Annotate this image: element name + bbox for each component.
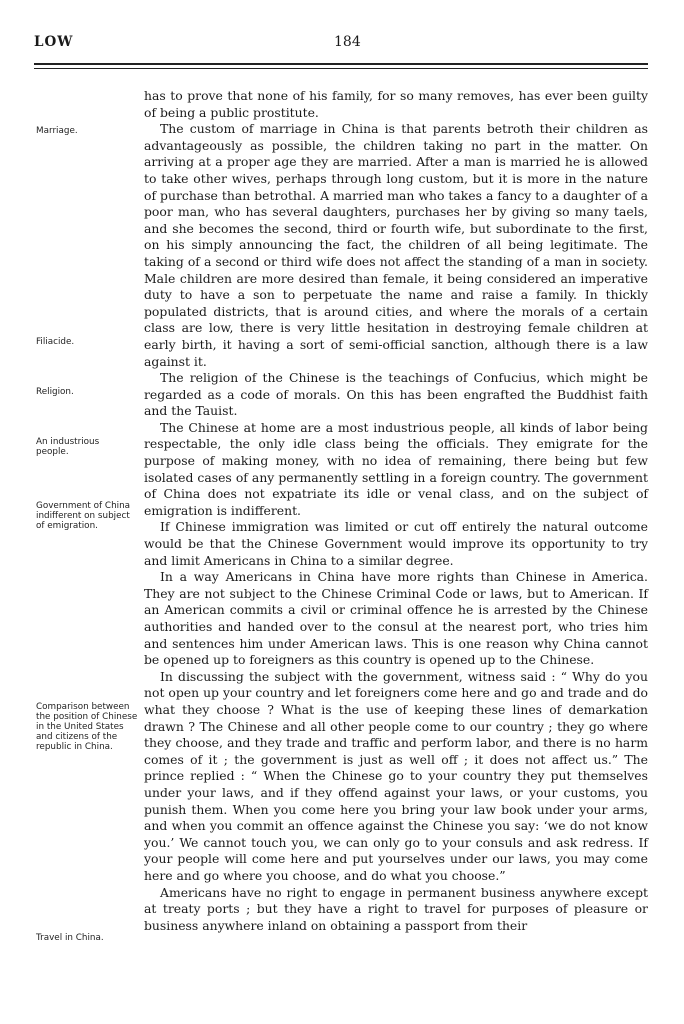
running-head: LOW xyxy=(34,34,74,50)
margin-note-government: Government of China indifferent on subject of emigration. xyxy=(36,501,131,531)
margin-note-comparison: Comparison between the position of Chinese in the United States and citizens of the republic in China. xyxy=(36,702,138,752)
page-number: 184 xyxy=(334,34,361,50)
paragraph-immigration: If Chinese immigration was limited or cut off entirely the natural outcome would be that the Chinese Government would improve its opportunity to try and limit Americans in China to a similar degree. xyxy=(144,519,648,568)
page-header xyxy=(34,34,650,54)
paragraph-religion: The religion of the Chinese is the teachings of Confucius, which might be regarded as a code of morals. On this has been engrafted the Buddhist faith and the Tauist. xyxy=(144,370,648,419)
paragraph-rights: In a way Americans in China have more rights than Chinese in America. They are not subject to the Chinese Criminal Code or laws, but to American. If an American commits a civil or criminal offence he is arrested by the Chinese authorities and handed over to the consul at the nearest port, who tries him and sentences him under American laws. This is one reason why China cannot be opened up to foreigners as this country is opened up to the Chinese. xyxy=(144,569,648,668)
paragraph-prostitute: has to prove that none of his family, for so many removes, has ever been guilty of being a public prostitute. xyxy=(144,88,648,120)
margin-note-industrious: An industrious people. xyxy=(36,437,100,457)
paragraph-discussion: In discussing the subject with the government, witness said : “ Why do you not open up your country and let foreigners come here and go and trade and do what they choose ? What is the use of keeping these lines of demarkation drawn ? The Chinese and all other people come to our country ; they go where they choose, and they trade and traffic and perform labor, and there is no harm comes of it ; the government is just as well off ; it does not affect us.” The prince replied : “ When the Chinese go to your country they put themselves under your laws, and if they offend against your laws, or your customs, you punish them. When you come here you bring your law book under your arms, and when you commit an offence against the Chinese you say: ‘we do not know you.’ We cannot touch you, we can only go to your consuls and ask redress. If your people will come here and put yourselves under our laws, you may come here and go where you choose, and do what you choose.” xyxy=(144,668,648,883)
paragraph-travel: Americans have no right to engage in permanent business anywhere except at treaty ports ; but they have a right to travel for purposes of pleasure or business anywhere inland on obtaining a passport from their xyxy=(144,884,648,933)
margin-note-religion: Religion. xyxy=(36,387,74,397)
paragraph-industrious: The Chinese at home are a most industrious people, all kinds of labor being respectable, the only idle class being the officials. They emigrate for the purpose of making money, with no idea of remaining, there being but few isolated cases of any permanently settling in a foreign country. The government of China does not expatriate its idle or venal class, and on the subject of emigration is indifferent. xyxy=(144,419,648,518)
margin-note-filiacide: Filiacide. xyxy=(36,337,75,347)
header-rule-thin xyxy=(34,68,648,69)
paragraph-marriage: The custom of marriage in China is that parents betroth their children as advantageously as possible, the children taking no part in the matter. On arriving at a proper age they are married. After a man is married he is allowed to take other wives, perhaps through long custom, but it is more in the nature of purchase than betrothal. A married man who takes a fancy to a daughter of a poor man, who has several daughters, purchases her by giving so many taels, and she becomes the second, third or fourth wife, but subordinate to the first, on his simply announcing the fact, the children of all being legitimate. The taking of a second or third wife does not affect the standing of a man in society. Male children are more desired than female, it being considered an imperative duty to have a son to perpetuate the name and raise a family. In thickly populated districts, that is around cities, and where the morals of a certain class are low, there is very little hesitation in destroying female children at early birth, it having a sort of semi-official sanction, although there is a law against it. xyxy=(144,121,648,369)
margin-note-marriage: Marriage. xyxy=(36,126,78,136)
header-rule-thick xyxy=(34,63,648,65)
body-text xyxy=(144,88,648,934)
margin-note-travel: Travel in China. xyxy=(36,933,104,943)
